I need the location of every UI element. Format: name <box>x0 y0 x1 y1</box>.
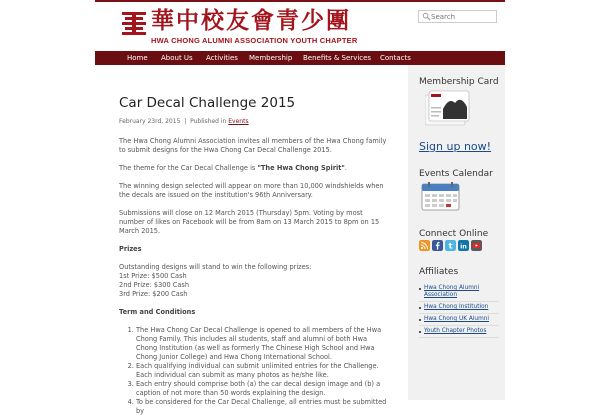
prizes-heading: Prizes <box>119 245 142 253</box>
youtube-icon[interactable] <box>471 240 482 251</box>
logo-icon[interactable] <box>121 10 147 36</box>
nav-about-us[interactable]: About Us <box>161 54 193 62</box>
post-meta <box>119 118 249 125</box>
meta-separator: | <box>184 118 187 125</box>
main-navigation <box>95 51 505 65</box>
nav-home[interactable]: Home <box>127 54 148 62</box>
rss-icon[interactable] <box>419 240 430 251</box>
facebook-icon[interactable] <box>432 240 443 251</box>
submission-paragraph: Submissions will close on 12 March 2015 (Thursday) 5pm. Voting by most number of likes on Facebook will be from 8am on 13 March 2015 to 8pm on 15 March 2015. <box>119 209 380 235</box>
linkedin-icon[interactable] <box>458 240 469 251</box>
terms-item: 1. The Hwa Chong Car Decal Challenge is opened to all members of the Hwa Chong Family. This includes all students, staff and alumni of both Hwa Chong Institution (as well as formerly The Chinese High School and Hwa Chong Junior College) and Hwa Chong International School. <box>136 326 389 362</box>
twitter-icon[interactable] <box>445 240 456 251</box>
prize-3: 3rd Prize: $200 Cash <box>119 290 188 298</box>
winning-design-paragraph: The winning design selected will appear on more than 10,000 windshields when the decals are issued on the institution's 96th Anniversary. <box>119 182 384 199</box>
sign-up-link[interactable]: Sign up now! <box>419 140 492 153</box>
intro-paragraph: The Hwa Chong Alumni Association invites all members of the Hwa Chong family to submit designs for the Hwa Chong Car Decal Challenge 2015. <box>119 137 387 154</box>
post-title[interactable]: Car Decal Challenge 2015 <box>119 95 296 111</box>
nav-benefits-services[interactable]: Benefits & Services <box>303 54 372 62</box>
prize-1: 1st Prize: $500 Cash <box>119 272 187 280</box>
nav-membership[interactable]: Membership <box>249 54 293 62</box>
affiliates-title: Affiliates <box>419 267 459 277</box>
affiliate-link-hci[interactable]: Hwa Chong Institution <box>419 302 499 314</box>
terms-heading: Term and Conditions <box>119 308 196 316</box>
affiliate-link-hcaa[interactable]: Hwa Chong Alumni Association <box>419 283 499 302</box>
svg-text:t: t <box>448 241 453 251</box>
terms-item: 4. To be considered for the Car Decal Challenge, all entries must be submitted by <box>136 398 389 416</box>
prizes-block <box>119 263 389 299</box>
theme-paragraph <box>119 164 389 173</box>
terms-list <box>119 326 389 416</box>
svg-text:in: in <box>460 242 467 251</box>
logo-chinese-text[interactable]: 華中校友會青少團 <box>151 7 351 34</box>
nav-contacts[interactable]: Contacts <box>380 54 411 62</box>
affiliate-link-youth-photos[interactable]: Youth Chapter Photos <box>419 326 499 338</box>
affiliate-link-uk-alumni[interactable]: Hwa Chong UK Alumni <box>419 314 499 326</box>
search-icon[interactable] <box>422 12 431 21</box>
main-content <box>95 65 408 415</box>
prize-2: 2nd Prize: $300 Cash <box>119 281 190 289</box>
theme-name: "The Hwa Chong Spirit" <box>257 164 345 172</box>
membership-card-title: Membership Card <box>419 77 499 87</box>
terms-item: 3. Each entry should comprise both (a) the car decal design image and (b) a caption of not more than 50 words explaining the design. <box>136 380 389 398</box>
search-input[interactable] <box>431 11 493 22</box>
published-in-label: Published in <box>190 118 227 125</box>
prizes-intro: Outstanding designs will stand to win the following prizes: <box>119 263 312 271</box>
site-header <box>95 2 505 51</box>
affiliates-list <box>419 283 499 338</box>
terms-item: 2. Each qualifying individual can submit unlimited entries for the Challenge. Each individual can submit as many photos as he/she like. <box>136 362 389 380</box>
post-date: February 23rd, 2015 <box>119 118 181 125</box>
connect-online-title: Connect Online <box>419 229 489 239</box>
search-box[interactable] <box>418 10 497 23</box>
theme-suffix: . <box>344 164 347 172</box>
calendar-icon[interactable] <box>421 181 461 211</box>
nav-activities[interactable]: Activities <box>206 54 238 62</box>
post-body <box>119 137 389 416</box>
sidebar <box>408 65 505 400</box>
logo-english-text: HWA CHONG ALUMNI ASSOCIATION YOUTH CHAPTER <box>151 36 358 45</box>
category-link[interactable]: Events <box>228 118 249 125</box>
membership-card-image[interactable] <box>425 89 471 129</box>
events-calendar-title: Events Calendar <box>419 169 493 179</box>
theme-prefix: The theme for the Car Decal Challenge is <box>119 164 258 172</box>
